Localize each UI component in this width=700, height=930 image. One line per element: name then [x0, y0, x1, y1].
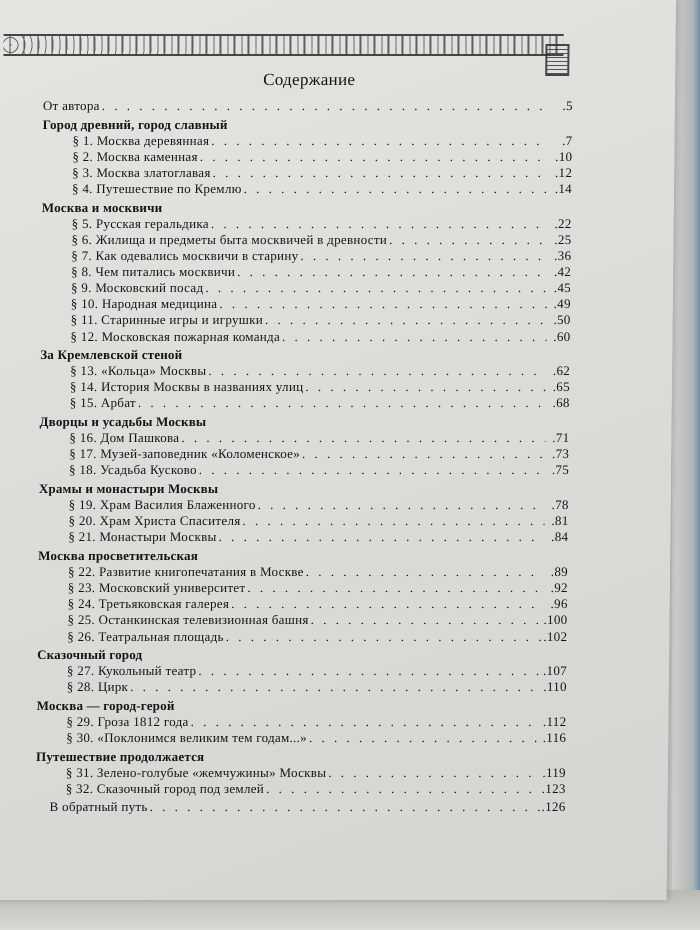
toc-entry-label: § 28. Цирк [66, 679, 129, 695]
dot-leader [302, 446, 545, 462]
toc-entry-label: § 7. Как одевались москвичи в старину [71, 248, 299, 264]
toc-page-number: .71 [552, 430, 570, 446]
toc-entry [41, 264, 571, 280]
section-heading-label: За Кремлевской стеной [40, 347, 183, 363]
toc-page-number: .68 [552, 395, 570, 411]
toc-entry [36, 730, 566, 746]
section-heading-label: Москва — город-герой [36, 698, 175, 714]
toc-section-heading [37, 647, 567, 663]
toc-page-number: .49 [553, 296, 571, 312]
toc-page-number: .65 [552, 379, 571, 395]
toc-entry-label: § 25. Останкинская телевизионная башня [67, 612, 309, 628]
dot-leader [219, 296, 547, 312]
toc-entry [42, 165, 572, 181]
toc-entry-label: § 8. Чем питались москвичи [71, 264, 236, 280]
toc-entry [39, 430, 569, 446]
toc-entry [38, 596, 568, 612]
toc-entry-label: § 24. Третьяковская галерея [67, 596, 230, 612]
toc-entry-label: § 11. Старинные игры и игрушки [70, 312, 264, 328]
toc-entry-label: От автора [42, 98, 100, 113]
dot-leader [219, 529, 545, 545]
toc-entry-label: § 23. Московский университет [67, 580, 246, 596]
toc-page-number: .25 [554, 231, 572, 247]
toc-page-number: .7 [562, 132, 573, 148]
section-heading-label: Москва и москвичи [41, 199, 163, 215]
toc-entry-label: В обратный путь [49, 799, 148, 815]
toc-entry [41, 312, 571, 328]
dot-leader [205, 280, 547, 296]
dot-leader [306, 564, 544, 580]
toc-entry-label: § 18. Усадьба Кусково [69, 462, 197, 478]
dot-leader [211, 133, 548, 149]
section-heading-label: Храмы и монастыри Москвы [38, 481, 219, 497]
toc-entry [39, 446, 569, 462]
toc-entry-label: § 4. Путешествие по Кремлю [71, 181, 242, 197]
dot-leader [150, 799, 540, 815]
dot-leader [305, 379, 546, 395]
ornamental-border [3, 34, 563, 56]
dot-leader [211, 216, 548, 232]
toc-page-number: .116 [542, 730, 567, 746]
toc-entry [42, 181, 572, 197]
toc-section-heading [38, 548, 568, 564]
toc-entry [39, 497, 569, 513]
toc-page-number: .100 [543, 612, 568, 628]
toc-page-number: .119 [542, 765, 566, 781]
dot-leader [213, 165, 549, 181]
toc-entry [40, 363, 570, 379]
dot-leader [138, 395, 546, 411]
toc-entry-label: § 13. «Кольца» Москвы [70, 363, 207, 379]
toc-entry-label: § 21. Монастыри Москвы [68, 529, 217, 545]
dot-leader [258, 497, 545, 513]
toc-section-heading [36, 749, 566, 765]
dot-leader [200, 149, 549, 165]
dot-leader [237, 264, 547, 280]
toc-page-number: .12 [554, 164, 573, 180]
dot-leader [300, 248, 547, 264]
dot-leader [311, 612, 542, 628]
toc-entry [38, 513, 568, 529]
toc-page-number: .5 [562, 98, 573, 113]
toc-entry-label: § 2. Москва каменная [72, 148, 198, 164]
toc-page-number: .62 [552, 363, 571, 379]
toc-entry-label: § 22. Развитие книгопечатания в Москве [67, 564, 304, 580]
toc-page-number: .14 [554, 181, 573, 197]
toc-page-number: .78 [551, 497, 569, 513]
dot-leader [282, 329, 547, 345]
toc-page-number: .60 [553, 328, 571, 344]
toc-entry [41, 232, 571, 248]
book-cover-edge [672, 0, 700, 930]
toc-entry [36, 765, 566, 781]
toc-page-number: .50 [553, 312, 571, 328]
toc-page-number: .96 [550, 596, 568, 612]
toc-entry [37, 663, 567, 679]
toc-entry-label: § 6. Жилища и предметы быта москвичей в древности [71, 231, 388, 247]
toc-entry [41, 248, 571, 264]
toc-entry [42, 216, 572, 232]
section-heading-label: Дворцы и усадьбы Москвы [39, 414, 207, 430]
toc-page-number: .73 [552, 446, 570, 462]
dot-leader [266, 781, 540, 797]
toc-section-heading [40, 347, 570, 363]
toc-entry-label: § 3. Москва златоглавая [72, 164, 211, 180]
toc-entry-label: § 26. Театральная площадь [67, 628, 224, 644]
toc-section-heading [39, 414, 569, 430]
dot-leader [208, 363, 546, 379]
toc-entry-label: § 29. Гроза 1812 года [66, 714, 189, 730]
toc-entry [42, 149, 572, 165]
toc-entry [38, 580, 568, 596]
toc-entry-label: § 27. Кукольный театр [66, 663, 197, 679]
toc-entry-label: § 1. Москва деревянная [72, 132, 210, 148]
toc-entry-return-trip [35, 799, 565, 815]
toc-page-number: .45 [553, 280, 572, 296]
dot-leader [328, 765, 540, 781]
toc-page-number: .22 [554, 215, 572, 231]
section-heading-label: Сказочный город [37, 647, 143, 663]
toc-entry-label: § 5. Русская геральдика [71, 215, 209, 231]
toc-page-number: .75 [551, 462, 570, 478]
table-of-contents [35, 98, 573, 815]
dot-leader [181, 430, 545, 446]
toc-entry-label: § 32. Сказочный город под землей [65, 781, 265, 797]
toc-section-heading [42, 200, 572, 216]
toc-entry [38, 564, 568, 580]
toc-section-heading [43, 117, 573, 133]
toc-page-number: .84 [551, 529, 569, 545]
toc-page-number: .112 [542, 714, 567, 730]
dot-leader [244, 181, 549, 197]
toc-section-heading [37, 698, 567, 714]
toc-page-number: .102 [543, 628, 568, 644]
toc-entry [36, 781, 566, 797]
toc-entry [42, 133, 572, 149]
toc-page-number: .92 [550, 580, 568, 596]
toc-entry [37, 679, 567, 695]
toc-entry-label: § 10. Народная медицина [70, 296, 218, 312]
dot-leader [198, 663, 541, 679]
dot-leader [199, 462, 545, 478]
dot-leader [242, 513, 544, 529]
toc-entry-label: § 16. Дом Пашкова [69, 430, 180, 446]
toc-entry [40, 395, 570, 411]
toc-page-number: .81 [551, 513, 569, 529]
toc-entry-label: § 12. Московская пожарная команда [70, 328, 281, 344]
dot-leader [265, 312, 547, 328]
toc-entry-label: § 20. Храм Христа Спасителя [68, 513, 241, 529]
toc-page-number: .89 [550, 564, 569, 580]
toc-entry-from-author [43, 98, 573, 114]
ornamental-border-corner [545, 44, 569, 76]
toc-entry [41, 280, 571, 296]
toc-entry [37, 629, 567, 645]
dot-leader [226, 629, 542, 645]
toc-section-heading [39, 481, 569, 497]
toc-entry-label: § 14. История Москвы в названиях улиц [69, 379, 304, 395]
toc-entry [41, 296, 571, 312]
toc-entry [40, 329, 570, 345]
toc-page-number: .10 [555, 148, 573, 164]
section-heading-label: Москва просветительская [38, 548, 199, 564]
toc-page-number: .107 [542, 663, 568, 679]
section-heading-label: Путешествие продолжается [35, 749, 205, 764]
toc-entry-label: § 9. Московский посад [70, 280, 204, 296]
toc-entry-label: § 30. «Поклонимся великим тем годам...» [66, 730, 308, 746]
toc-entry-label: § 17. Музей-заповедник «Коломенское» [69, 446, 301, 462]
dot-leader [231, 596, 544, 612]
dot-leader [130, 679, 541, 695]
dot-leader [102, 98, 549, 114]
dot-leader [191, 714, 542, 730]
toc-entry [36, 714, 566, 730]
dot-leader [389, 232, 548, 248]
toc-entry [40, 379, 570, 395]
toc-entry-label: § 31. Зелено-голубые «жемчужины» Москвы [65, 765, 327, 781]
page-title: Содержание [263, 70, 356, 89]
toc-sections [36, 117, 573, 798]
dot-leader [309, 730, 541, 746]
toc-entry [39, 462, 569, 478]
dot-leader [247, 580, 544, 596]
toc-entry-label: § 19. Храм Василия Блаженного [68, 497, 256, 513]
toc-page-number: .110 [543, 679, 567, 695]
toc-entry-label: § 15. Арбат [69, 395, 137, 411]
toc-page-number: .126 [541, 799, 566, 815]
toc-page-number: .123 [541, 781, 566, 797]
toc-page-number: .36 [554, 248, 572, 264]
toc-page-number: .42 [553, 264, 572, 280]
toc-entry [37, 612, 567, 628]
section-heading-label: Город древний, город славный [42, 116, 228, 132]
toc-entry [38, 529, 568, 545]
